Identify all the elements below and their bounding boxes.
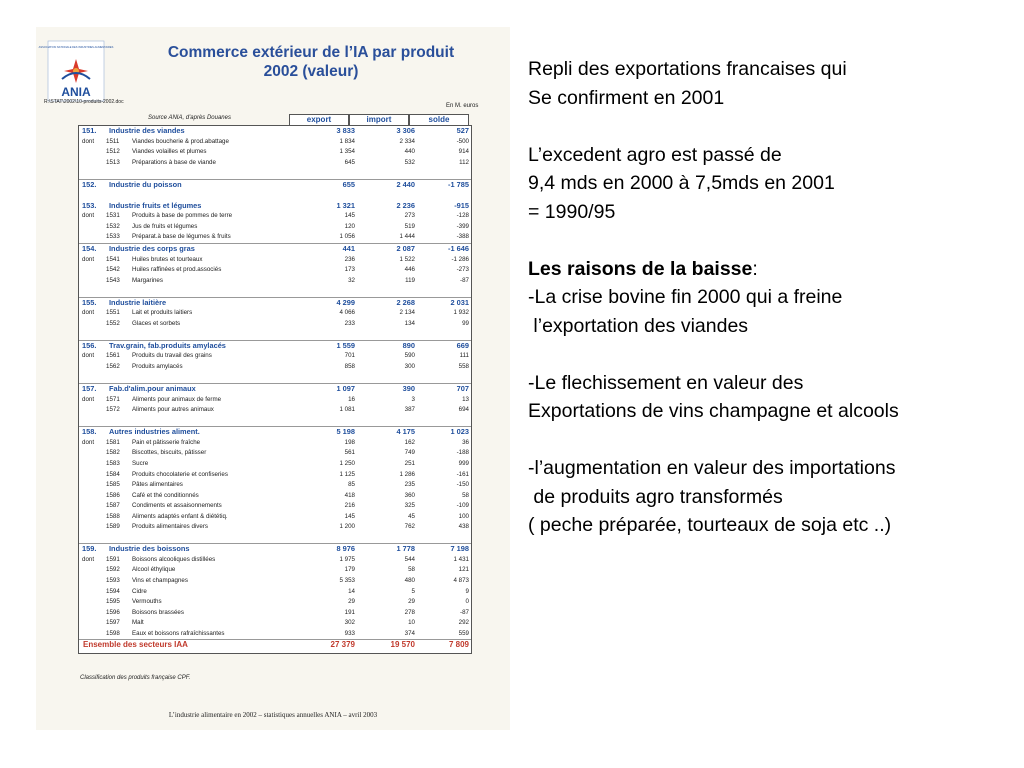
spacer-row xyxy=(79,533,471,544)
note-line: -l’augmentation en valeur des importations xyxy=(528,457,896,479)
solde-cell: -399 xyxy=(456,222,469,230)
code-cell: 1583 xyxy=(106,459,120,467)
import-cell: 590 xyxy=(404,352,415,360)
total-row xyxy=(79,639,471,651)
reasons-heading xyxy=(528,255,1020,284)
import-cell: 2 334 xyxy=(399,137,415,145)
note-line: 9,4 mds en 2000 à 7,5mds en 2001 xyxy=(528,172,835,194)
solde-cell: 1 431 xyxy=(453,555,469,563)
import-cell: 440 xyxy=(404,148,415,156)
import-cell: 19 570 xyxy=(390,640,415,650)
table-row xyxy=(79,608,471,619)
solde-cell: 999 xyxy=(458,459,469,467)
solde-cell: 99 xyxy=(462,319,469,327)
note-line: de produits agro transformés xyxy=(528,485,783,508)
label-cell: Aliments pour animaux de ferme xyxy=(132,395,222,403)
label-cell: Produits alimentaires divers xyxy=(132,523,208,531)
code-cell: 1595 xyxy=(106,598,120,606)
code-cell: 1533 xyxy=(106,233,120,241)
solde-cell: 7 809 xyxy=(448,640,469,650)
code-cell: 1513 xyxy=(106,158,120,166)
label-cell: Produits chocolaterie et confiseries xyxy=(132,470,228,478)
export-cell: 236 xyxy=(344,255,355,263)
label-cell: Condiments et assaisonnements xyxy=(132,502,222,510)
export-cell: 302 xyxy=(344,619,355,627)
table-row xyxy=(79,491,471,502)
section-row xyxy=(79,243,471,255)
export-cell: 561 xyxy=(344,449,355,457)
solde-cell: -273 xyxy=(456,266,469,274)
export-cell: 1 250 xyxy=(339,459,355,467)
label-cell: Préparat.à base de légumes & fruits xyxy=(132,233,231,241)
export-cell: 1 834 xyxy=(339,137,355,145)
table-row xyxy=(79,618,471,629)
code-cell: 1596 xyxy=(106,608,120,616)
solde-cell: 292 xyxy=(458,619,469,627)
section-row xyxy=(79,179,471,191)
code-cell: 156. xyxy=(82,340,97,350)
section-row xyxy=(79,297,471,309)
import-cell: 890 xyxy=(402,340,415,350)
label-cell: Industrie fruits et légumes xyxy=(109,200,202,210)
code-cell: 158. xyxy=(82,427,97,437)
svg-text:ASSOCIATION NATIONALE DES INDU: ASSOCIATION NATIONALE DES INDUSTRIES ALIMENTAIRES xyxy=(38,46,114,49)
solde-cell: 2 031 xyxy=(450,297,469,307)
section-row xyxy=(79,543,471,555)
code-cell: 1532 xyxy=(106,222,120,230)
import-cell: 749 xyxy=(404,449,415,457)
table-row xyxy=(79,587,471,598)
table-row xyxy=(79,362,471,373)
code-cell: 1541 xyxy=(106,255,120,263)
table-row xyxy=(79,137,471,148)
code-cell: 1582 xyxy=(106,449,120,457)
solde-cell: 100 xyxy=(458,512,469,520)
code-cell: 1512 xyxy=(106,148,120,156)
table-row xyxy=(79,470,471,481)
import-cell: 2 087 xyxy=(396,244,415,254)
export-cell: 145 xyxy=(344,212,355,220)
export-cell: 32 xyxy=(348,276,355,284)
solde-cell: 1 023 xyxy=(450,427,469,437)
scanned-document xyxy=(36,27,510,730)
import-cell: 519 xyxy=(404,222,415,230)
import-cell: 3 306 xyxy=(396,126,415,135)
commentary-text xyxy=(528,55,1020,540)
export-cell: 1 097 xyxy=(336,384,355,394)
export-cell: 655 xyxy=(342,179,355,189)
code-cell: 152. xyxy=(82,179,97,189)
solde-cell: 669 xyxy=(456,340,469,350)
label-cell: Produits amylacés xyxy=(132,363,183,371)
dont-cell: dont xyxy=(82,438,95,446)
import-cell: 45 xyxy=(408,512,415,520)
import-cell: 235 xyxy=(404,481,415,489)
export-cell: 1 975 xyxy=(339,555,355,563)
code-cell: 1584 xyxy=(106,470,120,478)
label-cell: Aliments pour autres animaux xyxy=(132,406,214,414)
code-cell: 1589 xyxy=(106,523,120,531)
file-path: R:\STAT\2002\10-produits-2002.doc xyxy=(44,99,124,105)
table-row xyxy=(79,448,471,459)
code-cell: 1551 xyxy=(106,309,120,317)
code-cell: 1598 xyxy=(106,629,120,637)
ania-logo xyxy=(38,39,114,103)
label-cell: Industrie des corps gras xyxy=(109,244,195,254)
dont-cell: dont xyxy=(82,255,95,263)
table-row xyxy=(79,232,471,243)
label-cell: Ensemble des secteurs IAA xyxy=(83,640,188,650)
table-row xyxy=(79,576,471,587)
document-title-line1: Commerce extérieur de l’IA par produit xyxy=(167,44,455,61)
import-cell: 162 xyxy=(404,438,415,446)
export-cell: 233 xyxy=(344,319,355,327)
section-row xyxy=(79,426,471,438)
solde-cell: 438 xyxy=(458,523,469,531)
label-cell: Industrie du poisson xyxy=(109,179,182,189)
solde-cell: -388 xyxy=(456,233,469,241)
spacer-row xyxy=(79,190,471,201)
code-cell: 1588 xyxy=(106,512,120,520)
import-cell: 300 xyxy=(404,363,415,371)
header-solde: solde xyxy=(409,114,469,126)
document-title xyxy=(136,43,486,81)
document-title-line2: 2002 (valeur) xyxy=(263,63,359,80)
code-cell: 1543 xyxy=(106,276,120,284)
solde-cell: -87 xyxy=(460,276,469,284)
import-cell: 480 xyxy=(404,576,415,584)
label-cell: Trav.grain, fab.produits amylacés xyxy=(109,340,226,350)
import-cell: 119 xyxy=(405,276,415,284)
section-row xyxy=(79,383,471,395)
trade-table-rows xyxy=(79,126,471,651)
export-cell: 418 xyxy=(344,491,355,499)
note-line: ( peche préparée, tourteaux de soja etc ..) xyxy=(528,514,892,536)
code-cell: 1586 xyxy=(106,491,120,499)
export-cell: 4 066 xyxy=(339,309,355,317)
solde-cell: 36 xyxy=(462,438,469,446)
code-cell: 1585 xyxy=(106,481,120,489)
export-cell: 1 200 xyxy=(339,523,355,531)
label-cell: Pain et pâtisserie fraîche xyxy=(132,438,201,446)
import-cell: 3 xyxy=(411,395,415,403)
code-cell: 1592 xyxy=(106,566,120,574)
section-row xyxy=(79,340,471,352)
code-cell: 153. xyxy=(82,200,97,210)
spacer-row xyxy=(79,416,471,427)
label-cell: Vermouths xyxy=(132,598,162,606)
solde-cell: -500 xyxy=(456,137,469,145)
code-cell: 1581 xyxy=(106,438,120,446)
export-cell: 1 559 xyxy=(336,340,355,350)
label-cell: Boissons brassées xyxy=(132,608,184,616)
solde-cell: -161 xyxy=(456,470,469,478)
table-row xyxy=(79,522,471,533)
export-cell: 216 xyxy=(344,502,355,510)
label-cell: Fab.d'alim.pour animaux xyxy=(109,384,196,394)
import-cell: 58 xyxy=(408,566,415,574)
import-cell: 374 xyxy=(404,629,415,637)
export-cell: 173 xyxy=(344,266,355,274)
code-cell: 155. xyxy=(82,297,97,307)
import-cell: 1 444 xyxy=(399,233,415,241)
import-cell: 446 xyxy=(404,266,415,274)
header-import: import xyxy=(349,114,409,126)
label-cell: Jus de fruits et légumes xyxy=(132,222,198,230)
table-row xyxy=(79,255,471,266)
dont-cell: dont xyxy=(82,212,95,220)
import-cell: 325 xyxy=(404,502,415,510)
export-cell: 198 xyxy=(344,438,355,446)
solde-cell: 694 xyxy=(458,406,469,414)
label-cell: Huiles brutes et tourteaux xyxy=(132,255,203,263)
table-row xyxy=(79,265,471,276)
solde-cell: 558 xyxy=(458,363,469,371)
solde-cell: 112 xyxy=(459,158,469,166)
label-cell: Malt xyxy=(132,619,144,627)
export-cell: 5 353 xyxy=(339,576,355,584)
label-cell: Autres industries aliment. xyxy=(109,427,200,437)
solde-cell: 9 xyxy=(465,587,469,595)
export-cell: 191 xyxy=(344,608,355,616)
label-cell: Glaces et sorbets xyxy=(132,319,181,327)
import-cell: 29 xyxy=(408,598,415,606)
export-cell: 16 xyxy=(348,395,355,403)
code-cell: 1511 xyxy=(106,137,120,145)
code-cell: 1591 xyxy=(106,555,120,563)
table-row xyxy=(79,597,471,608)
table-row xyxy=(79,147,471,158)
import-cell: 273 xyxy=(404,212,415,220)
label-cell: Viandes volailles et plumes xyxy=(132,148,207,156)
import-cell: 278 xyxy=(404,608,415,616)
code-cell: 1597 xyxy=(106,619,120,627)
dont-cell: dont xyxy=(82,395,95,403)
label-cell: Cidre xyxy=(132,587,147,595)
import-cell: 5 xyxy=(411,587,415,595)
solde-cell: 4 873 xyxy=(453,576,469,584)
note-line: Repli des exportations francaises qui xyxy=(528,58,847,80)
code-cell: 159. xyxy=(82,544,97,554)
spacer-row xyxy=(79,286,471,297)
label-cell: Industrie des viandes xyxy=(109,126,185,135)
import-cell: 2 268 xyxy=(396,297,415,307)
solde-cell: 1 932 xyxy=(453,309,469,317)
spacer-row xyxy=(79,373,471,384)
section-row xyxy=(79,201,471,212)
export-cell: 645 xyxy=(344,158,355,166)
import-cell: 10 xyxy=(408,619,415,627)
label-cell: Industrie laitière xyxy=(109,297,167,307)
solde-cell: -128 xyxy=(456,212,469,220)
reasons-colon: : xyxy=(752,257,758,280)
solde-cell: -87 xyxy=(460,608,469,616)
code-cell: 1542 xyxy=(106,266,120,274)
solde-cell: 559 xyxy=(458,629,469,637)
export-cell: 701 xyxy=(344,352,355,360)
reasons-title: Les raisons de la baisse xyxy=(528,257,753,280)
solde-cell: -1 286 xyxy=(451,255,469,263)
table-row xyxy=(79,395,471,406)
document-footer: L’industrie alimentaire en 2002 – statistiques annuelles ANIA – avril 2003 xyxy=(168,711,378,719)
table-row xyxy=(79,211,471,222)
source-note: Source ANIA, d'après Douanes xyxy=(148,115,231,121)
export-cell: 1 081 xyxy=(339,406,355,414)
table-row xyxy=(79,438,471,449)
import-cell: 387 xyxy=(404,406,415,414)
label-cell: Sucre xyxy=(132,459,149,467)
solde-cell: -915 xyxy=(454,200,469,210)
solde-cell: 121 xyxy=(458,566,469,574)
note-line: -La crise bovine fin 2000 qui a freine xyxy=(528,286,843,308)
label-cell: Produits à base de pommes de terre xyxy=(132,212,233,220)
code-cell: 1594 xyxy=(106,587,120,595)
code-cell: 1587 xyxy=(106,502,120,510)
label-cell: Boissons alcooliques distillées xyxy=(132,555,216,563)
table-row xyxy=(79,222,471,233)
code-cell: 1552 xyxy=(106,319,120,327)
label-cell: Margarines xyxy=(132,276,163,284)
export-cell: 3 833 xyxy=(336,126,355,135)
solde-cell: -150 xyxy=(456,481,469,489)
table-row xyxy=(79,405,471,416)
export-cell: 179 xyxy=(344,566,355,574)
label-cell: Préparations à base de viande xyxy=(132,158,216,166)
note-line: Se confirment en 2001 xyxy=(528,86,725,109)
trade-table xyxy=(78,125,472,654)
solde-cell: 111 xyxy=(459,352,469,360)
note-line: Exportations de vins champagne et alcools xyxy=(528,400,899,422)
classification-note: Classification des produits française CPF. xyxy=(80,675,191,681)
note-line: -Le flechissement en valeur des xyxy=(528,371,804,394)
code-cell: 154. xyxy=(82,244,97,254)
dont-cell: dont xyxy=(82,309,95,317)
table-row xyxy=(79,555,471,566)
export-cell: 1 056 xyxy=(339,233,355,241)
code-cell: 1571 xyxy=(106,395,120,403)
export-cell: 14 xyxy=(348,587,355,595)
dont-cell: dont xyxy=(82,137,95,145)
import-cell: 2 236 xyxy=(396,200,415,210)
import-cell: 1 286 xyxy=(399,470,415,478)
label-cell: Industrie des boissons xyxy=(109,544,190,554)
note-line: = 1990/95 xyxy=(528,200,616,223)
import-cell: 360 xyxy=(404,491,415,499)
code-cell: 1562 xyxy=(106,363,120,371)
label-cell: Viandes boucherie & prod.abattage xyxy=(132,137,229,145)
export-cell: 120 xyxy=(344,222,355,230)
solde-cell: -1 785 xyxy=(448,179,469,189)
label-cell: Pâtes alimentaires xyxy=(132,481,183,489)
table-row xyxy=(79,512,471,523)
label-cell: Eaux et boissons rafraîchissantes xyxy=(132,629,225,637)
label-cell: Produits du travail des grains xyxy=(132,352,212,360)
export-cell: 27 379 xyxy=(330,640,355,650)
spacer-row xyxy=(79,168,471,179)
header-export: export xyxy=(289,114,349,126)
code-cell: 1531 xyxy=(106,212,120,220)
table-row xyxy=(79,276,471,287)
export-cell: 145 xyxy=(344,512,355,520)
solde-cell: 0 xyxy=(465,598,469,606)
export-cell: 933 xyxy=(344,629,355,637)
import-cell: 1 522 xyxy=(399,255,415,263)
import-cell: 134 xyxy=(404,319,415,327)
table-row xyxy=(79,319,471,330)
import-cell: 1 778 xyxy=(396,544,415,554)
export-cell: 4 299 xyxy=(336,297,355,307)
table-row xyxy=(79,351,471,362)
spacer-row xyxy=(79,329,471,340)
export-cell: 5 198 xyxy=(336,427,355,437)
label-cell: Aliments adaptés enfant & diététiq. xyxy=(132,512,228,520)
solde-cell: 527 xyxy=(456,126,469,135)
label-cell: Lait et produits laitiers xyxy=(132,309,193,317)
export-cell: 29 xyxy=(348,598,355,606)
export-cell: 1 321 xyxy=(336,200,355,210)
table-row xyxy=(79,480,471,491)
import-cell: 762 xyxy=(404,523,415,531)
note-line: l’exportation des viandes xyxy=(528,314,749,337)
export-cell: 1 354 xyxy=(339,148,355,156)
code-cell: 1561 xyxy=(106,352,120,360)
import-cell: 390 xyxy=(402,384,415,394)
table-row xyxy=(79,308,471,319)
import-cell: 251 xyxy=(404,459,415,467)
export-cell: 85 xyxy=(348,481,355,489)
unit-note: En M. euros xyxy=(446,103,479,109)
label-cell: Huiles raffinées et prod.associés xyxy=(132,266,222,274)
solde-cell: -1 646 xyxy=(448,244,469,254)
export-cell: 8 976 xyxy=(336,544,355,554)
dont-cell: dont xyxy=(82,352,95,360)
table-row xyxy=(79,501,471,512)
code-cell: 151. xyxy=(82,126,97,135)
section-row xyxy=(79,126,471,137)
code-cell: 157. xyxy=(82,384,97,394)
import-cell: 2 440 xyxy=(396,179,415,189)
table-row xyxy=(79,459,471,470)
solde-cell: -188 xyxy=(456,449,469,457)
label-cell: Alcool éthylique xyxy=(132,566,176,574)
dont-cell: dont xyxy=(82,555,95,563)
solde-cell: 13 xyxy=(462,395,469,403)
solde-cell: 707 xyxy=(456,384,469,394)
note-line: L’excedent agro est passé de xyxy=(528,143,782,166)
export-cell: 858 xyxy=(344,363,355,371)
export-cell: 1 125 xyxy=(339,470,355,478)
code-cell: 1572 xyxy=(106,406,120,414)
import-cell: 544 xyxy=(404,555,415,563)
solde-cell: 7 198 xyxy=(450,544,469,554)
label-cell: Vins et champagnes xyxy=(132,576,188,584)
import-cell: 532 xyxy=(404,158,415,166)
import-cell: 4 175 xyxy=(396,427,415,437)
table-row xyxy=(79,629,471,640)
export-cell: 441 xyxy=(342,244,355,254)
table-row xyxy=(79,565,471,576)
solde-cell: -109 xyxy=(456,502,469,510)
import-cell: 2 134 xyxy=(399,309,415,317)
table-row xyxy=(79,158,471,169)
label-cell: Café et thé conditionnés xyxy=(132,491,199,499)
svg-text:ANIA: ANIA xyxy=(61,85,91,99)
code-cell: 1593 xyxy=(106,576,120,584)
label-cell: Biscottes, biscuits, pâtisser xyxy=(132,449,207,457)
solde-cell: 58 xyxy=(462,491,469,499)
solde-cell: 914 xyxy=(458,148,469,156)
